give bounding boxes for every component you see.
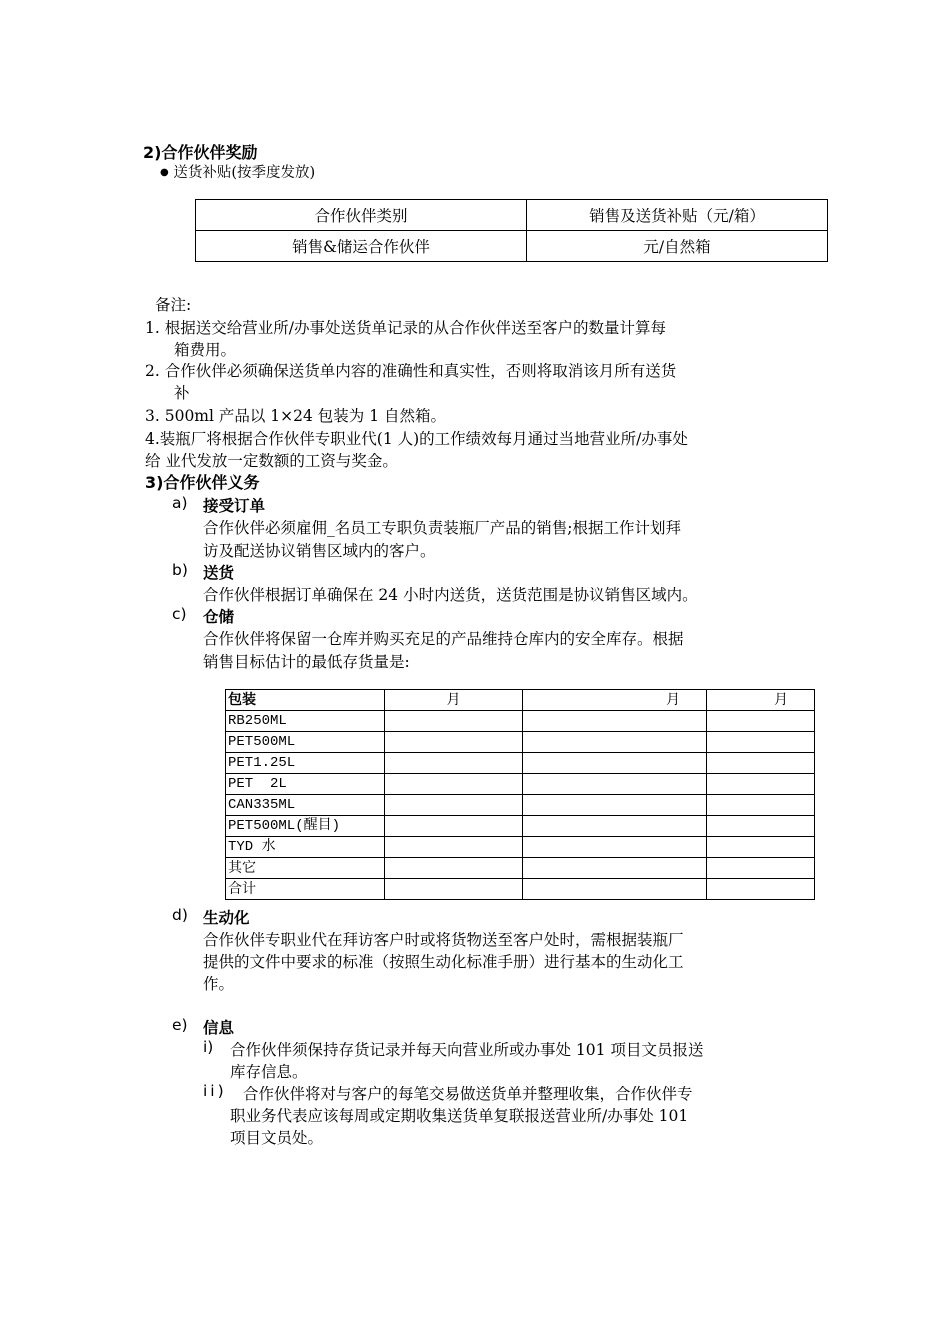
note-1-line-1: 1. 根据送交给营业所/办事处送货单记录的从合作伙伴送至客户的数量计算每 <box>145 319 666 337</box>
table-cell <box>385 711 523 732</box>
item-c-label: c) <box>172 605 187 623</box>
item-d-label: d) <box>172 906 188 924</box>
table-row <box>226 879 815 900</box>
item-b-line-1: 合作伙伴根据订单确保在 24 小时内送货，送货范围是协议销售区域内。 <box>203 586 698 604</box>
table-cell: PET1.25L <box>226 753 385 774</box>
table-cell <box>385 795 523 816</box>
table-cell <box>707 858 815 879</box>
table-row <box>196 231 828 262</box>
item-a-line-2: 访及配送协议销售区域内的客户。 <box>203 542 436 560</box>
table-row <box>226 732 815 753</box>
table-row <box>226 774 815 795</box>
table-header-cell: 销售及送货补贴（元/箱） <box>527 200 828 231</box>
table-header-cell: 合作伙伴类别 <box>196 200 527 231</box>
table-row <box>226 690 815 711</box>
table-cell <box>707 837 815 858</box>
table-cell <box>707 774 815 795</box>
table-cell: TYD 水 <box>226 837 385 858</box>
table-cell <box>385 837 523 858</box>
item-e-ii-label: ii) <box>203 1082 227 1100</box>
table-header-cell: 包装 <box>226 690 385 711</box>
table-cell: PET500ML(醒目) <box>226 816 385 837</box>
item-c-line-2: 销售目标估计的最低存货量是: <box>203 653 410 671</box>
item-e-ii-line-2: 职业务代表应该每周或定期收集送货单复联报送营业所/办事处 101 <box>230 1107 689 1125</box>
table-cell <box>385 858 523 879</box>
item-e-ii-line-3: 项目文员处。 <box>230 1129 324 1147</box>
item-d-line-3: 作。 <box>203 975 235 993</box>
item-c-title: 仓储 <box>203 608 235 626</box>
note-2-line-1: 2. 合作伙伴必须确保送货单内容的准确性和真实性，否则将取消该月所有送货 <box>145 362 677 380</box>
item-d-title: 生动化 <box>203 909 250 927</box>
table-row <box>226 795 815 816</box>
stock-table <box>225 689 815 900</box>
table-header-cell: 月 <box>385 690 523 711</box>
item-c-line-1: 合作伙伴将保留一仓库并购买充足的产品维持仓库内的安全库存。根据 <box>203 630 684 648</box>
item-b-title: 送货 <box>203 564 235 582</box>
item-d-line-2: 提供的文件中要求的标准（按照生动化标准手册）进行基本的生动化工 <box>203 953 684 971</box>
item-d-line-1: 合作伙伴专职业代在拜访客户时或将货物送至客户处时，需根据装瓶厂 <box>203 931 684 949</box>
table-cell <box>707 711 815 732</box>
item-a-title: 接受订单 <box>203 497 266 515</box>
section-3-heading: 3)合作伙伴义务 <box>145 473 260 492</box>
table-cell: 其它 <box>226 858 385 879</box>
table-cell <box>385 879 523 900</box>
item-b-label: b) <box>172 561 188 579</box>
note-3: 3. 500ml 产品以 1×24 包装为 1 自然箱。 <box>145 407 447 425</box>
table-cell <box>707 879 815 900</box>
table-cell <box>707 795 815 816</box>
table-cell <box>523 753 707 774</box>
table-cell <box>523 816 707 837</box>
note-4-line-2: 给 业代发放一定数额的工资与奖金。 <box>145 452 398 470</box>
table-row <box>226 858 815 879</box>
item-a-label: a) <box>172 494 188 512</box>
table-cell: 元/自然箱 <box>527 231 828 262</box>
table-row <box>196 200 828 231</box>
table-cell <box>523 795 707 816</box>
item-e-i-label: i) <box>203 1038 214 1056</box>
notes-title: 备注: <box>155 296 192 314</box>
item-a-line-1: 合作伙伴必须雇佣_名员工专职负责装瓶厂产品的销售;根据工作计划拜 <box>203 519 681 537</box>
table-cell <box>523 879 707 900</box>
table-header-cell: 月 <box>523 690 707 711</box>
table-cell <box>523 858 707 879</box>
table-cell <box>385 774 523 795</box>
item-e-i-line-1: 合作伙伴须保持存货记录并每天向营业所或办事处 101 项目文员报送 <box>230 1041 704 1059</box>
table-row <box>226 816 815 837</box>
table-cell <box>707 816 815 837</box>
item-e-title: 信息 <box>203 1019 235 1037</box>
table-row <box>226 753 815 774</box>
table-cell <box>707 732 815 753</box>
table-cell <box>385 753 523 774</box>
table-cell: PET500ML <box>226 732 385 753</box>
table-cell <box>523 732 707 753</box>
table-cell <box>707 753 815 774</box>
table-row <box>226 711 815 732</box>
note-2-line-2: 补 <box>174 384 190 402</box>
note-4-line-1: 4.装瓶厂将根据合作伙伴专职业代(1 人)的工作绩效每月通过当地营业所/办事处 <box>145 430 688 448</box>
item-e-ii-line-1: 合作伙伴将对与客户的每笔交易做送货单并整理收集，合作伙伴专 <box>243 1085 693 1103</box>
item-e-label: e) <box>172 1016 188 1034</box>
table-cell <box>523 837 707 858</box>
table-header-cell: 月 <box>707 690 815 711</box>
subsidy-table <box>195 199 828 262</box>
table-cell: PET 2L <box>226 774 385 795</box>
table-cell <box>385 816 523 837</box>
table-cell <box>523 774 707 795</box>
table-cell <box>523 711 707 732</box>
table-cell: 销售&储运合作伙伴 <box>196 231 527 262</box>
note-1-line-2: 箱费用。 <box>174 341 237 359</box>
table-row <box>226 837 815 858</box>
item-e-i-line-2: 库存信息。 <box>230 1063 308 1081</box>
subsidy-bullet <box>160 161 315 182</box>
bullet-text: 送货补贴(按季度发放) <box>173 165 316 181</box>
table-cell: RB250ML <box>226 711 385 732</box>
table-cell: CAN335ML <box>226 795 385 816</box>
section-2-heading: 2)合作伙伴奖励 <box>143 143 258 162</box>
table-cell: 合计 <box>226 879 385 900</box>
bullet-dot-icon: ● <box>160 167 169 178</box>
table-cell <box>385 732 523 753</box>
